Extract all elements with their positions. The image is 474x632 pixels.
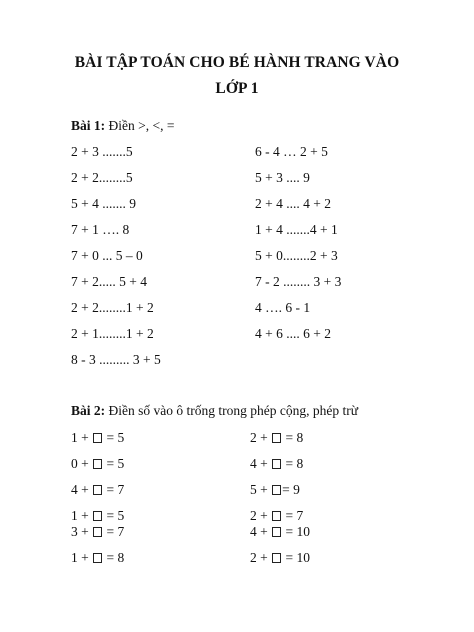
ex2-left-item [71,430,124,446]
ex2-left-suffix: = 8 [103,550,125,565]
empty-answer-box[interactable] [272,511,281,521]
empty-answer-box[interactable] [93,511,102,521]
document-title-line2: LỚP 1 [215,80,259,97]
ex1-left-item: 2 + 1........1 + 2 [71,326,154,341]
ex2-left-prefix: 3 + [71,524,93,539]
ex2-left-suffix: = 5 [103,456,125,471]
ex2-right-item [250,430,303,446]
empty-answer-box[interactable] [93,433,102,443]
ex2-right-item [250,524,310,540]
empty-answer-box[interactable] [272,553,281,563]
document-title-line1: BÀI TẬP TOÁN CHO BÉ HÀNH TRANG VÀO [74,54,400,71]
ex1-right-item: 6 - 4 … 2 + 5 [255,144,328,159]
ex2-left-item [71,524,124,540]
ex2-right-item [250,482,300,498]
ex2-right-prefix: 2 + [250,550,272,565]
ex2-left-prefix: 1 + [71,430,93,445]
ex1-right-item: 7 - 2 ........ 3 + 3 [255,274,342,289]
ex1-right-item: 5 + 0........2 + 3 [255,248,338,263]
ex2-right-prefix: 2 + [250,508,272,523]
ex1-left-item: 2 + 2........1 + 2 [71,300,154,315]
ex2-right-suffix: = 9 [282,482,300,497]
ex2-right-suffix: = 8 [282,456,304,471]
empty-answer-box[interactable] [272,485,281,495]
ex2-left-suffix: = 7 [103,524,125,539]
empty-answer-box[interactable] [93,485,102,495]
empty-answer-box[interactable] [93,527,102,537]
exercise2-label: Bài 2: [71,403,106,418]
ex1-right-item: 4 …. 6 - 1 [255,300,311,315]
ex1-right-item: 4 + 6 .... 6 + 2 [255,326,331,341]
ex1-left-item: 5 + 4 ....... 9 [71,196,136,211]
ex1-right-item: 1 + 4 .......4 + 1 [255,222,338,237]
ex1-left-item: 7 + 2..... 5 + 4 [71,274,147,289]
ex1-right-item: 5 + 3 .... 9 [255,170,310,185]
empty-answer-box[interactable] [272,527,281,537]
exercise1-heading [71,118,174,134]
empty-answer-box[interactable] [272,459,281,469]
ex2-left-suffix: = 7 [103,482,125,497]
ex2-right-prefix: 4 + [250,524,272,539]
exercise1-instruction: Điền >, <, = [108,118,175,133]
ex2-left-prefix: 0 + [71,456,93,471]
ex2-right-item [250,456,303,472]
ex1-left-item: 2 + 2........5 [71,170,133,185]
ex1-left-item: 2 + 3 .......5 [71,144,133,159]
ex2-left-prefix: 1 + [71,508,93,523]
ex2-right-suffix: = 10 [282,550,310,565]
exercise2-instruction: Điền số vào ô trống trong phép cộng, phép trừ [108,403,359,418]
ex1-left-item: 7 + 1 …. 8 [71,222,130,237]
ex2-left-suffix: = 5 [103,508,125,523]
ex1-left-item: 7 + 0 ... 5 – 0 [71,248,143,263]
ex1-left-item: 8 - 3 ......... 3 + 5 [71,352,161,367]
ex1-right-item: 2 + 4 .... 4 + 2 [255,196,331,211]
ex2-right-prefix: 2 + [250,430,272,445]
ex2-left-item [71,508,124,524]
ex2-left-suffix: = 5 [103,430,125,445]
ex2-left-item [71,482,124,498]
ex2-right-item [250,550,310,566]
ex2-right-item [250,508,303,524]
ex2-right-suffix: = 8 [282,430,304,445]
ex2-right-prefix: 4 + [250,456,272,471]
ex2-right-suffix: = 10 [282,524,310,539]
ex2-left-prefix: 1 + [71,550,93,565]
exercise2-heading [71,403,358,419]
empty-answer-box[interactable] [93,459,102,469]
ex2-left-prefix: 4 + [71,482,93,497]
empty-answer-box[interactable] [272,433,281,443]
ex2-right-suffix: = 7 [282,508,304,523]
ex2-right-prefix: 5 + [250,482,272,497]
ex2-left-item [71,550,124,566]
exercise1-label: Bài 1: [71,118,106,133]
ex2-left-item [71,456,124,472]
empty-answer-box[interactable] [93,553,102,563]
